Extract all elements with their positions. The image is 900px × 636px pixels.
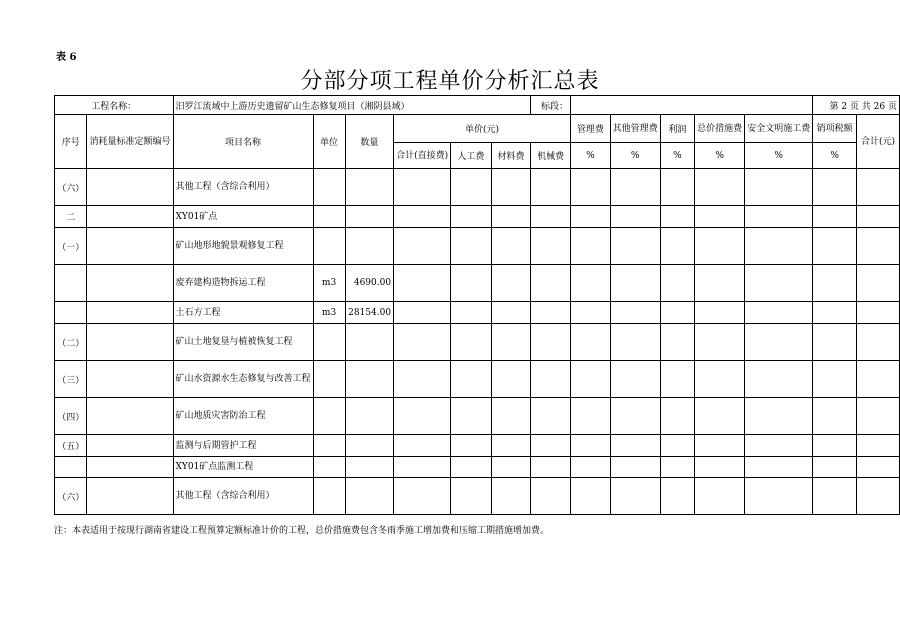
header-seq: 序号 (55, 115, 87, 169)
row-empty-cell (571, 265, 611, 302)
row-item-name: 监测与后期管护工程 (173, 435, 313, 457)
header-unit-price: 单价(元) (394, 115, 571, 143)
row-empty-cell (695, 478, 745, 515)
table-row (55, 457, 900, 478)
header-other-mgmt: 其他管理费 (610, 115, 660, 143)
row-empty-cell (745, 206, 813, 228)
row-empty-cell (451, 228, 492, 265)
row-item-name: 矿山地形地貌景观修复工程 (173, 228, 313, 265)
row-empty-cell (531, 324, 571, 361)
row-empty-cell (745, 398, 813, 435)
row-empty-cell (610, 324, 660, 361)
row-empty-cell (571, 435, 611, 457)
row-empty-cell (813, 169, 857, 206)
row-empty-cell (695, 398, 745, 435)
table-row (55, 435, 900, 457)
row-empty-cell (610, 206, 660, 228)
row-quota (87, 398, 173, 435)
row-seq: （六） (55, 169, 87, 206)
row-empty-cell (813, 265, 857, 302)
row-empty-cell (491, 457, 531, 478)
row-empty-cell (695, 169, 745, 206)
row-qty (345, 361, 393, 398)
row-empty-cell (491, 169, 531, 206)
row-empty-cell (451, 302, 492, 324)
row-empty-cell (491, 398, 531, 435)
row-unit (313, 457, 345, 478)
header-unit: 单位 (313, 115, 345, 169)
row-empty-cell (451, 398, 492, 435)
row-empty-cell (857, 478, 900, 515)
row-empty-cell (394, 206, 451, 228)
header-subtotal: 合计(直接费) (394, 143, 451, 169)
row-unit: m3 (313, 265, 345, 302)
row-empty-cell (491, 435, 531, 457)
page-title: 分部分项工程单价分析汇总表 (300, 69, 600, 94)
row-quota (87, 324, 173, 361)
row-seq: 二 (55, 206, 87, 228)
row-empty-cell (491, 228, 531, 265)
row-empty-cell (394, 265, 451, 302)
row-seq: （六） (55, 478, 87, 515)
row-empty-cell (695, 457, 745, 478)
row-seq: （二） (55, 324, 87, 361)
row-unit (313, 435, 345, 457)
row-empty-cell (660, 361, 694, 398)
row-empty-cell (491, 265, 531, 302)
row-quota (87, 435, 173, 457)
row-qty (345, 169, 393, 206)
row-empty-cell (610, 169, 660, 206)
row-empty-cell (813, 435, 857, 457)
header-tax: 销项税额 (813, 115, 857, 143)
row-empty-cell (394, 228, 451, 265)
header-quota: 消耗量标准定额编号 (87, 115, 173, 169)
row-empty-cell (571, 398, 611, 435)
footnote: 注：本表适用于按现行湖南省建设工程预算定额标准计价的工程，总价措施费包含冬雨季施工增加费和压缩工期措施增加费。 (54, 526, 550, 536)
row-item-name: XY01矿点监测工程 (173, 457, 313, 478)
row-unit (313, 361, 345, 398)
pct-measures: % (695, 143, 745, 169)
row-empty-cell (571, 324, 611, 361)
row-qty (345, 324, 393, 361)
row-empty-cell (531, 228, 571, 265)
header-profit: 利润 (660, 115, 694, 143)
row-item-name: 矿山土地复垦与植被恢复工程 (173, 324, 313, 361)
row-seq: （五） (55, 435, 87, 457)
row-empty-cell (531, 302, 571, 324)
section-label: 标段： (531, 96, 571, 115)
row-empty-cell (571, 169, 611, 206)
row-empty-cell (571, 457, 611, 478)
row-empty-cell (491, 206, 531, 228)
row-empty-cell (394, 361, 451, 398)
row-qty (345, 435, 393, 457)
row-quota (87, 302, 173, 324)
row-unit (313, 398, 345, 435)
row-empty-cell (857, 361, 900, 398)
project-name-label: 工程名称： (55, 96, 174, 115)
header-safety: 安全文明施工费 (745, 115, 813, 143)
table-row (55, 169, 900, 206)
header-total: 合计(元) (857, 115, 900, 169)
header-mgmt: 管理费 (571, 115, 611, 143)
row-qty (345, 228, 393, 265)
header-row-1 (55, 115, 900, 143)
row-item-name: 矿山水资源水生态修复与改善工程 (173, 361, 313, 398)
summary-table (54, 95, 900, 515)
row-empty-cell (491, 478, 531, 515)
row-empty-cell (571, 361, 611, 398)
row-empty-cell (660, 478, 694, 515)
row-empty-cell (745, 361, 813, 398)
row-empty-cell (660, 398, 694, 435)
row-item-name: 其他工程（含综合利用） (173, 478, 313, 515)
row-qty (345, 457, 393, 478)
row-item-name: 其他工程（含综合利用） (173, 169, 313, 206)
row-empty-cell (491, 302, 531, 324)
row-seq: （三） (55, 361, 87, 398)
row-empty-cell (695, 324, 745, 361)
row-empty-cell (745, 265, 813, 302)
row-empty-cell (695, 435, 745, 457)
row-quota (87, 478, 173, 515)
row-empty-cell (695, 228, 745, 265)
project-name: 汨罗江流域中上游历史遗留矿山生态修复项目（湘阴县域） (173, 96, 531, 115)
row-item-name: 土石方工程 (173, 302, 313, 324)
row-empty-cell (394, 169, 451, 206)
table-row (55, 478, 900, 515)
row-empty-cell (571, 228, 611, 265)
row-unit: m3 (313, 302, 345, 324)
row-unit (313, 206, 345, 228)
table-row (55, 324, 900, 361)
project-info-row (55, 96, 900, 115)
row-empty-cell (745, 478, 813, 515)
row-quota (87, 361, 173, 398)
header-labor: 人工费 (451, 143, 492, 169)
row-empty-cell (857, 265, 900, 302)
table-row (55, 361, 900, 398)
row-empty-cell (857, 206, 900, 228)
row-seq (55, 302, 87, 324)
row-quota (87, 206, 173, 228)
row-empty-cell (745, 228, 813, 265)
row-quota (87, 265, 173, 302)
row-empty-cell (745, 435, 813, 457)
row-seq (55, 265, 87, 302)
header-item: 项目名称 (173, 115, 313, 169)
pct-profit: % (660, 143, 694, 169)
row-empty-cell (451, 478, 492, 515)
row-empty-cell (610, 302, 660, 324)
header-qty: 数量 (345, 115, 393, 169)
row-unit (313, 169, 345, 206)
header-measures: 总价措施费 (695, 115, 745, 143)
row-empty-cell (745, 169, 813, 206)
row-empty-cell (813, 206, 857, 228)
row-qty (345, 398, 393, 435)
row-empty-cell (531, 457, 571, 478)
row-empty-cell (451, 206, 492, 228)
table-row (55, 228, 900, 265)
row-empty-cell (451, 457, 492, 478)
row-empty-cell (531, 478, 571, 515)
row-empty-cell (813, 457, 857, 478)
row-empty-cell (660, 457, 694, 478)
row-item-name: XY01矿点 (173, 206, 313, 228)
row-quota (87, 457, 173, 478)
row-empty-cell (491, 324, 531, 361)
row-empty-cell (745, 324, 813, 361)
row-empty-cell (695, 302, 745, 324)
row-empty-cell (451, 265, 492, 302)
row-empty-cell (610, 457, 660, 478)
row-unit (313, 324, 345, 361)
row-unit (313, 228, 345, 265)
row-qty (345, 206, 393, 228)
row-empty-cell (745, 302, 813, 324)
row-empty-cell (745, 457, 813, 478)
row-empty-cell (394, 478, 451, 515)
row-empty-cell (857, 435, 900, 457)
row-qty: 28154.00 (345, 302, 393, 324)
row-empty-cell (660, 302, 694, 324)
row-empty-cell (531, 398, 571, 435)
row-empty-cell (610, 398, 660, 435)
row-empty-cell (857, 457, 900, 478)
row-seq: （四） (55, 398, 87, 435)
table-row (55, 398, 900, 435)
table-row (55, 265, 900, 302)
row-empty-cell (571, 478, 611, 515)
pct-other-mgmt: % (610, 143, 660, 169)
row-empty-cell (571, 302, 611, 324)
row-empty-cell (571, 206, 611, 228)
table-row (55, 302, 900, 324)
row-empty-cell (695, 265, 745, 302)
row-empty-cell (394, 324, 451, 361)
row-empty-cell (813, 361, 857, 398)
row-empty-cell (531, 206, 571, 228)
row-empty-cell (394, 457, 451, 478)
row-quota (87, 228, 173, 265)
row-unit (313, 478, 345, 515)
row-empty-cell (813, 228, 857, 265)
row-empty-cell (660, 265, 694, 302)
row-empty-cell (610, 228, 660, 265)
row-empty-cell (857, 398, 900, 435)
row-empty-cell (695, 206, 745, 228)
row-empty-cell (491, 361, 531, 398)
row-empty-cell (857, 228, 900, 265)
row-qty: 4690.00 (345, 265, 393, 302)
row-empty-cell (394, 435, 451, 457)
row-empty-cell (531, 169, 571, 206)
row-empty-cell (451, 361, 492, 398)
row-qty (345, 478, 393, 515)
header-material: 材料费 (491, 143, 531, 169)
row-item-name: 废弃建构造物拆运工程 (173, 265, 313, 302)
row-empty-cell (531, 361, 571, 398)
pct-safety: % (745, 143, 813, 169)
row-empty-cell (451, 435, 492, 457)
table-label: 表 6 (56, 52, 77, 63)
row-empty-cell (531, 435, 571, 457)
row-seq: （一） (55, 228, 87, 265)
row-seq (55, 457, 87, 478)
row-empty-cell (531, 265, 571, 302)
row-empty-cell (451, 324, 492, 361)
row-empty-cell (660, 435, 694, 457)
row-empty-cell (610, 265, 660, 302)
row-empty-cell (394, 398, 451, 435)
row-quota (87, 169, 173, 206)
row-empty-cell (660, 228, 694, 265)
table-row (55, 206, 900, 228)
row-empty-cell (610, 361, 660, 398)
row-item-name: 矿山地质灾害防治工程 (173, 398, 313, 435)
row-empty-cell (857, 324, 900, 361)
row-empty-cell (813, 478, 857, 515)
row-empty-cell (813, 398, 857, 435)
row-empty-cell (660, 206, 694, 228)
row-empty-cell (857, 169, 900, 206)
row-empty-cell (451, 169, 492, 206)
pct-mgmt: % (571, 143, 611, 169)
row-empty-cell (695, 361, 745, 398)
pct-tax: % (813, 143, 857, 169)
header-machine: 机械费 (531, 143, 571, 169)
row-empty-cell (610, 435, 660, 457)
row-empty-cell (660, 169, 694, 206)
row-empty-cell (813, 324, 857, 361)
row-empty-cell (813, 302, 857, 324)
row-empty-cell (610, 478, 660, 515)
row-empty-cell (857, 302, 900, 324)
row-empty-cell (660, 324, 694, 361)
section-value (571, 96, 813, 115)
page-info: 第 2 页 共 26 页 (813, 96, 900, 115)
row-empty-cell (394, 302, 451, 324)
